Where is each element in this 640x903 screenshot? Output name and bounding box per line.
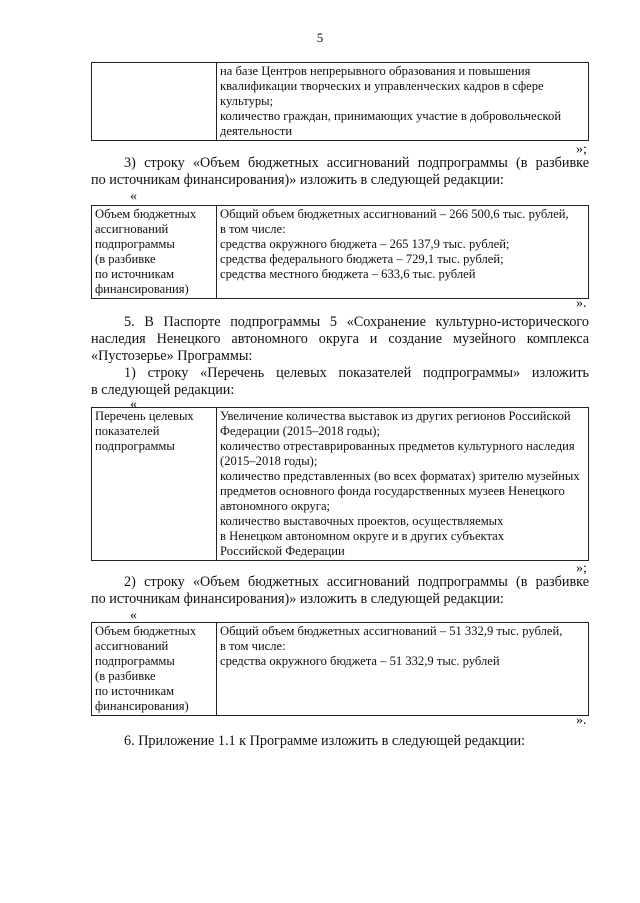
text-line: 2) строку «Объем бюджетных ассигнований подпрограммы (в разбивке <box>124 574 589 590</box>
text-line: культуры; <box>220 94 274 108</box>
text-line: 6. Приложение 1.1 к Программе изложить в следующей редакции: <box>124 733 526 749</box>
text-line: «Пустозерье» Программы: <box>91 348 253 364</box>
closing-quote: »; <box>576 142 587 157</box>
text-line: 1) строку «Перечень целевых показателей подпрограммы» изложить <box>124 365 589 381</box>
text-line: количество представленных (во всех форматах) зрителю музейных <box>220 469 580 483</box>
text-line: в следующей редакции: <box>91 382 235 398</box>
table-indicators-label-cell <box>92 408 217 561</box>
text-line: 5. В Паспорте подпрограммы 5 «Сохранение культурно-исторического <box>124 314 589 330</box>
text-line: по источникам <box>95 684 175 698</box>
closing-quote: ». <box>576 713 587 728</box>
text-line: Перечень целевых <box>95 409 194 423</box>
paragraph-item-3 <box>91 155 589 189</box>
text-line: по источникам финансирования)» изложить в следующей редакции: <box>91 172 504 188</box>
table-continuation-left-cell <box>92 63 217 141</box>
text-line: автономного округа; <box>220 499 331 513</box>
paragraph-item-1 <box>91 365 589 399</box>
table-continuation-right-cell <box>217 63 589 141</box>
text-line: на базе Центров непрерывного образования и повышения <box>220 64 531 78</box>
text-line: предметов основного фонда государственных музеев Ненецкого <box>220 484 565 498</box>
text-line: (2015–2018 годы); <box>220 454 318 468</box>
text-line: финансирования) <box>95 282 189 296</box>
text-line: подпрограммы <box>95 237 175 251</box>
table-indicators-value-cell <box>217 408 589 561</box>
opening-quote: « <box>130 608 137 623</box>
text-line: в том числе: <box>220 222 286 236</box>
table-budget-value-cell <box>217 206 589 299</box>
text-line: (в разбивке <box>95 669 156 683</box>
text-line: количество выставочных проектов, осуществляемых <box>220 514 504 528</box>
opening-quote: « <box>130 189 137 204</box>
paragraph-section-5 <box>91 314 589 365</box>
text-line: количество граждан, принимающих участие в добровольческой <box>220 109 562 123</box>
page-number: 5 <box>316 30 324 45</box>
text-line: Российской Федерации <box>220 544 345 558</box>
text-line: финансирования) <box>95 699 189 713</box>
text-line: наследия Ненецкого автономного округа и создание музейного комплекса <box>91 331 589 347</box>
text-line: Объем бюджетных <box>95 207 197 221</box>
text-line: в Ненецком автономном округе и в других субъектах <box>220 529 505 543</box>
table-target-indicators <box>91 407 589 561</box>
text-line: средства местного бюджета – 633,6 тыс. рублей <box>220 267 476 281</box>
closing-quote: ». <box>576 296 587 311</box>
text-line: по источникам <box>95 267 175 281</box>
text-line: Общий объем бюджетных ассигнований – 266 500,6 тыс. рублей, <box>220 207 569 221</box>
text-line: ассигнований <box>95 222 169 236</box>
table-budget-allocations-2 <box>91 622 589 716</box>
text-line: (в разбивке <box>95 252 156 266</box>
text-line: подпрограммы <box>95 654 175 668</box>
text-line: ассигнований <box>95 639 169 653</box>
text-line: 3) строку «Объем бюджетных ассигнований подпрограммы (в разбивке <box>124 155 589 171</box>
text-line: средства федерального бюджета – 729,1 тыс. рублей; <box>220 252 504 266</box>
text-line: Увеличение количества выставок из других регионов Российской <box>220 409 571 423</box>
paragraph-item-2 <box>91 574 589 608</box>
opening-quote: « <box>130 397 137 412</box>
text-line: средства окружного бюджета – 51 332,9 тыс. рублей <box>220 654 500 668</box>
text-line: в том числе: <box>220 639 286 653</box>
text-line: квалификации творческих и управленческих кадров в сфере <box>220 79 544 93</box>
table-continuation <box>91 62 589 141</box>
table-budget2-label-cell <box>92 623 217 716</box>
text-line: Общий объем бюджетных ассигнований – 51 332,9 тыс. рублей, <box>220 624 563 638</box>
closing-quote: »; <box>576 561 587 576</box>
table-budget-label-cell <box>92 206 217 299</box>
text-line: Объем бюджетных <box>95 624 197 638</box>
text-line: средства окружного бюджета – 265 137,9 тыс. рублей; <box>220 237 510 251</box>
text-line: показателей <box>95 424 160 438</box>
paragraph-item-6 <box>124 733 594 750</box>
table-budget2-value-cell <box>217 623 589 716</box>
table-budget-allocations <box>91 205 589 299</box>
text-line: деятельности <box>220 124 293 138</box>
text-line: по источникам финансирования)» изложить в следующей редакции: <box>91 591 504 607</box>
text-line: подпрограммы <box>95 439 175 453</box>
text-line: Федерации (2015–2018 годы); <box>220 424 380 438</box>
text-line: количество отреставрированных предметов культурного наследия <box>220 439 575 453</box>
